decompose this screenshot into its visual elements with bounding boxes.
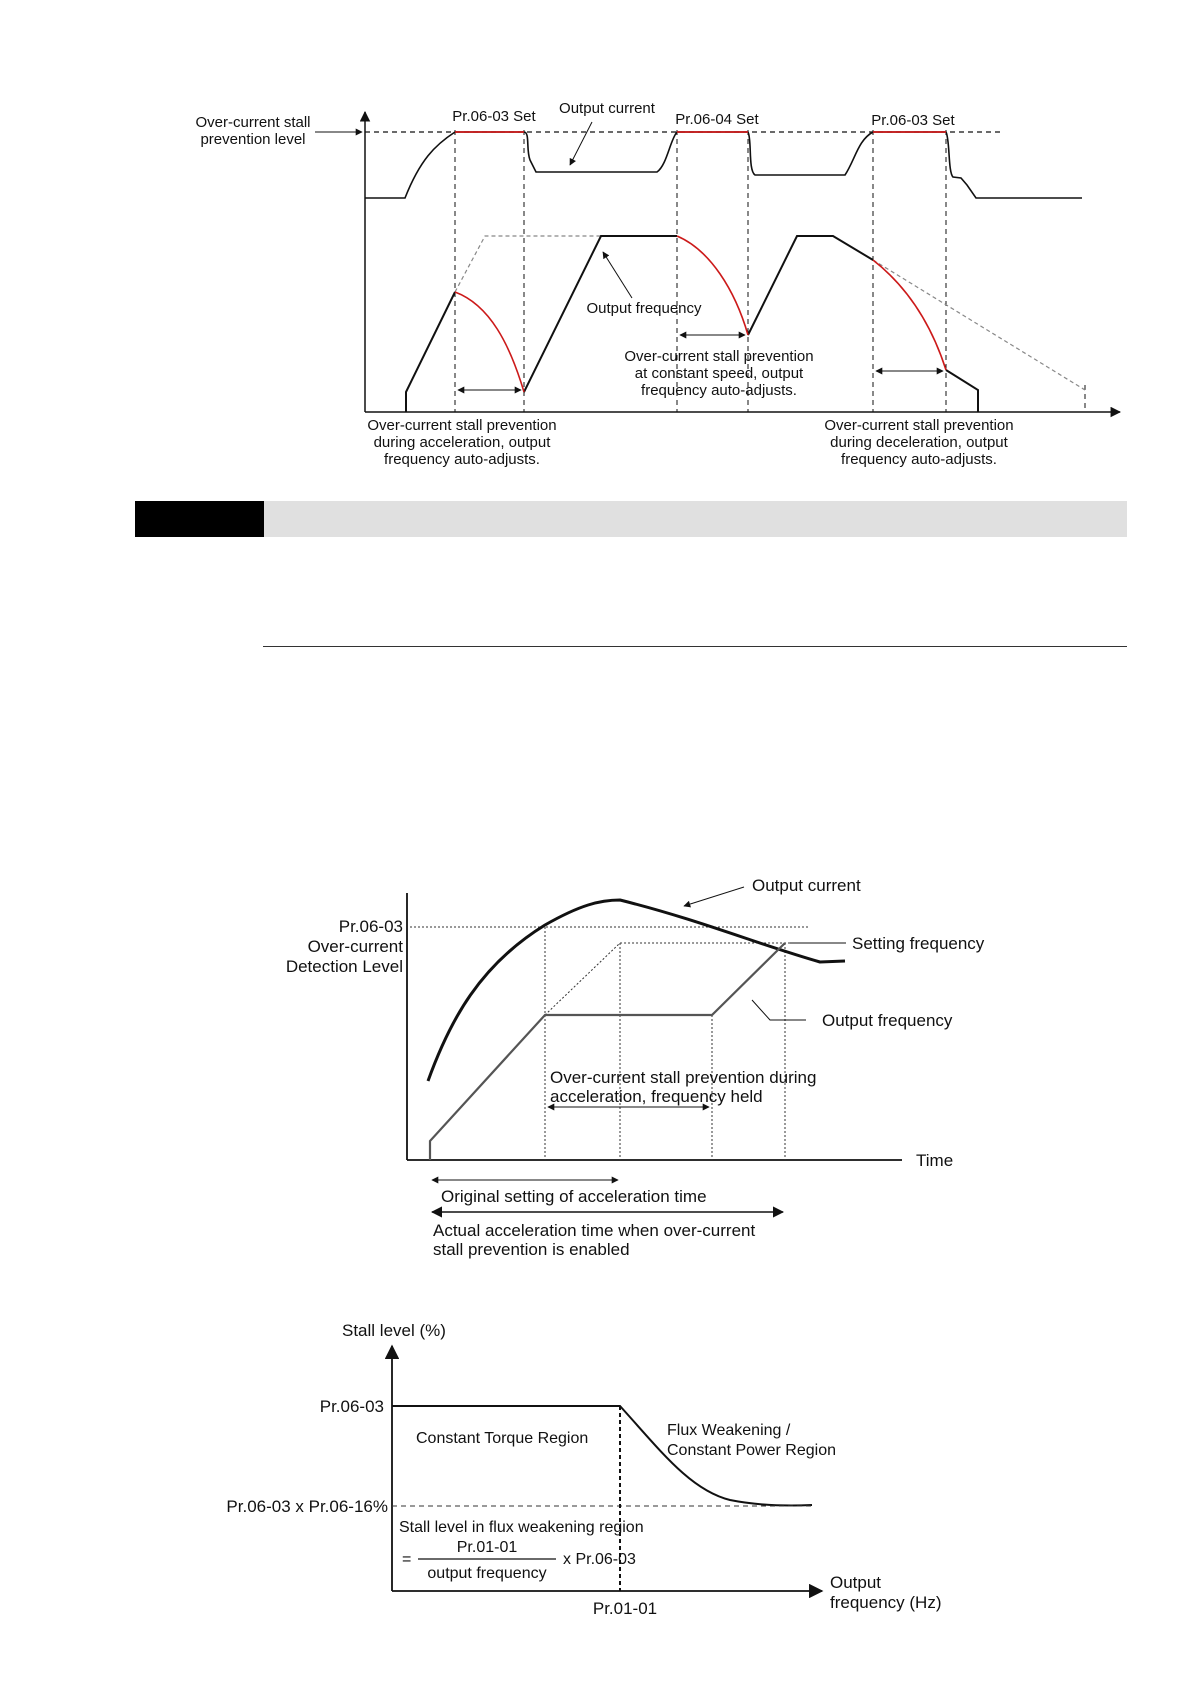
accel-note: frequency auto-adjusts. <box>384 451 540 468</box>
detection-level-label: Pr.06-03 <box>338 917 403 936</box>
current-pointer-arrow <box>684 887 744 906</box>
y-axis-label: Stall level (%) <box>342 1321 446 1340</box>
actual-accel-label: Actual acceleration time when over-current <box>433 1221 756 1240</box>
frequency-pointer-arrow <box>603 252 632 298</box>
formula-numerator: Pr.01-01 <box>456 1539 518 1556</box>
stall-timing-diagram <box>0 0 1191 480</box>
constant-note: Over-current stall prevention <box>624 348 814 365</box>
section-divider <box>263 646 1127 647</box>
stall-level-label: prevention level <box>200 131 306 148</box>
current-pointer-arrow <box>570 122 592 165</box>
set-label-06-03: Pr.06-03 Set <box>452 108 536 125</box>
time-axis-label: Time <box>916 1151 954 1170</box>
time-markers <box>545 927 785 1160</box>
output-current-label: Output current <box>752 876 861 895</box>
x-axis-label: Output <box>830 1573 882 1592</box>
stall-level-diagram <box>0 1310 1191 1640</box>
output-current-trace <box>365 132 1082 198</box>
formula-equals: = <box>402 1551 412 1568</box>
x-tick-label: Pr.01-01 <box>592 1599 658 1618</box>
output-frequency-trace <box>430 943 785 1160</box>
detection-level-label: Over-current <box>307 937 403 956</box>
formula-title: Stall level in flux weakening region <box>399 1519 644 1536</box>
constant-torque-label: Constant Torque Region <box>416 1430 589 1447</box>
setting-frequency-label: Setting frequency <box>852 934 985 953</box>
decel-note: frequency auto-adjusts. <box>841 451 997 468</box>
section-header-bar <box>264 501 1127 537</box>
set-label-06-04: Pr.06-04 Set <box>675 111 759 128</box>
stall-level-top-label: Pr.06-03 <box>319 1397 384 1416</box>
setting-frequency-reference <box>545 943 830 1015</box>
constant-note: at constant speed, output <box>634 365 804 382</box>
acceleration-stall-diagram <box>0 870 1191 1270</box>
formula-multiplier: x Pr.06-03 <box>563 1551 636 1568</box>
frequency-pointer-line <box>752 1000 806 1020</box>
decel-note: during deceleration, output <box>830 434 1008 451</box>
accel-note: Over-current stall prevention <box>367 417 557 434</box>
output-current-label: Output current <box>559 100 655 117</box>
flux-weakening-label: Constant Power Region <box>667 1442 836 1459</box>
section-header-block <box>135 501 264 537</box>
stall-level-label: Over-current stall <box>195 114 311 131</box>
decel-note: Over-current stall prevention <box>824 417 1014 434</box>
accel-note: during acceleration, output <box>373 434 551 451</box>
constant-note: frequency auto-adjusts. <box>641 382 797 399</box>
set-label-06-03: Pr.06-03 Set <box>871 112 955 129</box>
formula-denominator: output frequency <box>427 1565 547 1582</box>
x-axis-label: frequency (Hz) <box>830 1593 942 1612</box>
output-frequency-label: Output frequency <box>586 300 702 317</box>
actual-accel-label: stall prevention is enabled <box>433 1240 630 1259</box>
held-note: acceleration, frequency held <box>550 1087 763 1106</box>
output-frequency-label: Output frequency <box>822 1011 953 1030</box>
held-note: Over-current stall prevention during <box>550 1068 817 1087</box>
flux-weakening-label: Flux Weakening / <box>667 1422 791 1439</box>
stall-level-bottom-label: Pr.06-03 x Pr.06-16% <box>226 1497 388 1516</box>
detection-level-label: Detection Level <box>285 957 403 976</box>
original-accel-label: Original setting of acceleration time <box>441 1187 707 1206</box>
